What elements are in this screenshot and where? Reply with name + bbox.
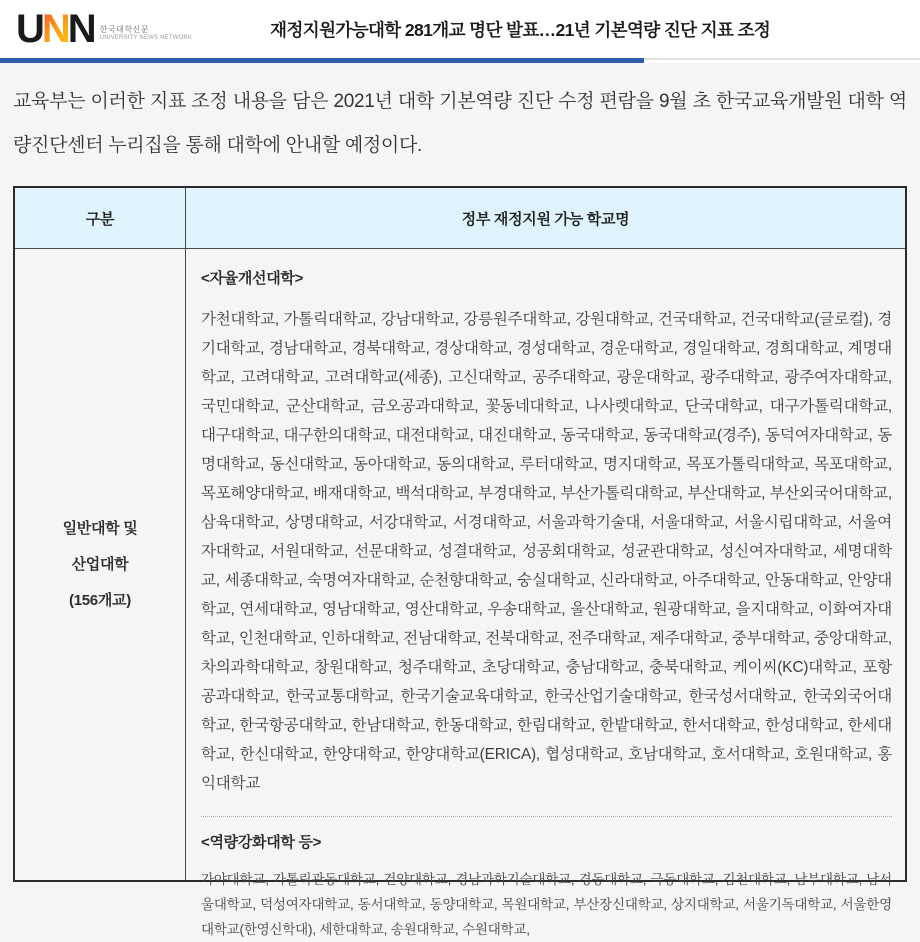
university-list: 가야대학교, 가톨릭관동대학교, 건양대학교, 경남과학기술대학교, 경동대학교, 극동대학교, 김천대학교, 남부대학교, 남서울대학교, 덕성여자대학교, 동서대학교, 동양대학교, 목원대학교, 부산장신대학교, 상지대학교, 서울기독대학교, 서울한영대학교(한영신학대), 세한대학교, 송원대학교, 수원대학교, (201, 872, 892, 937)
logo-subtitle-korean: 한국대학신문 (99, 24, 150, 34)
header-divider-gray (644, 58, 920, 60)
header-divider (0, 58, 920, 63)
category-cell (15, 249, 186, 880)
section-divider (201, 816, 892, 817)
lead-paragraph: 교육부는 이러한 지표 조정 내용을 담은 2021년 대학 기본역량 진단 수정 편람을 9월 초 한국교육개발원 대학 역량진단센터 누리집을 통해 대학에 안내할 예정이다. (13, 91, 907, 156)
table-header-row (15, 188, 905, 248)
category-line-1: 일반대학 및 (62, 519, 138, 537)
unn-logo-text: UNN (16, 7, 94, 51)
site-header (0, 0, 920, 58)
category-line-3: (156개교) (69, 591, 131, 609)
university-list: 가천대학교, 가톨릭대학교, 강남대학교, 강릉원주대학교, 강원대학교, 건국대학교, 건국대학교(글로컬), 경기대학교, 경남대학교, 경북대학교, 경상대학교, 경성대학교, 경운대학교, 경일대학교, 경희대학교, 계명대학교, 고려대학교, 고려대학교(세종), 고신대학교, 공주대학교, 광운대학교, 광주대학교, 광주여자대학교, 국민대학교, 군산대학교, 금오공과대학교, 꽃동네대학교, 나사렛대학교, 단국대학교, 대구가톨릭대학교, 대구대학교, 대구한의대학교, 대전대학교, 대진대학교, 동국대학교, 동국대학교(경주), 동덕여자대학교, 동명대학교, 동신대학교, 동아대학교, 동의대학교, 루터대학교, 명지대학교, 목포가톨릭대학교, 목포대학교, 목포해양대학교, 배재대학교, 백석대학교, 부경대학교, 부산가톨릭대학교, 부산대학교, 부산외국어대학교, 삼육대학교, 상명대학교, 서강대학교, 서경대학교, 서울과학기술대, 서울대학교, 서울시립대학교, 서울여자대학교, 서원대학교, 선문대학교, 성결대학교, 성공회대학교, 성균관대학교, 성신여자대학교, 세명대학교, 세종대학교, 숙명여자대학교, 순천향대학교, 숭실대학교, 신라대학교, 아주대학교, 안동대학교, 안양대학교, 연세대학교, 영남대학교, 영산대학교, 우송대학교, 울산대학교, 원광대학교, 을지대학교, 이화여자대학교, 인천대학교, 인하대학교, 전남대학교, 전북대학교, 전주대학교, 제주대학교, 중부대학교, 중앙대학교, 차의과학대학교, 창원대학교, 청주대학교, 초당대학교, 충남대학교, 충북대학교, 케이씨(KC)대학교, 포항공과대학교, 한국교통대학교, 한국기술교육대학교, 한국산업기술대학교, 한국성서대학교, 한국외국어대학교, 한국항공대학교, 한남대학교, 한동대학교, 한림대학교, 한밭대학교, 한서대학교, 한성대학교, 한세대학교, 한신대학교, 한양대학교, 한양대학교(ERICA), 협성대학교, 호남대학교, 호서대학교, 호원대학교, 홍익대학교 (201, 311, 892, 792)
article-headline: 재정지원가능대학 281개교 명단 발표…21년 기본역량 진단 지표 조정 (270, 19, 771, 40)
unn-logo-subtitle (100, 25, 193, 50)
unn-logo-accent-letter: N (41, 7, 68, 51)
section-heading: <역량강화대학 등> (201, 834, 322, 851)
table-body-row (15, 248, 905, 937)
schools-cell-content (186, 249, 905, 937)
section-autonomous-improvement (201, 269, 892, 798)
category-label (63, 511, 138, 619)
section-capacity-enhancement (201, 833, 892, 942)
logo-subtitle-english: UNIVERSITY NEWS NETWORK (99, 34, 193, 41)
category-line-2: 산업대학 (71, 555, 129, 573)
unn-logo[interactable] (16, 9, 192, 49)
schools-cell (186, 249, 905, 937)
table-header-schools: 정부 재정지원 가능 학교명 (461, 210, 630, 228)
eligible-universities-table (13, 186, 907, 937)
article-body (0, 80, 920, 937)
section-heading: <자율개선대학> (201, 270, 304, 287)
header-divider-accent (0, 58, 644, 63)
table-header-category: 구분 (15, 188, 186, 248)
